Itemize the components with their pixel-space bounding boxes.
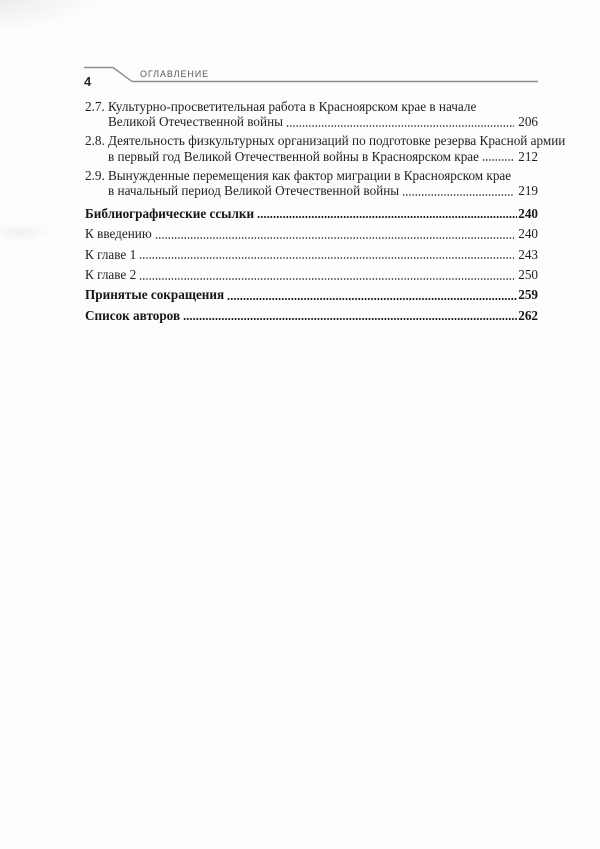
toc-entry xyxy=(85,133,566,164)
entry-page-number: 250 xyxy=(518,266,538,282)
toc-entry xyxy=(85,308,538,323)
entry-page-number: 219 xyxy=(518,183,538,199)
entry-title: Библиографические ссылки xyxy=(85,205,255,221)
toc xyxy=(85,99,566,328)
dot-leader xyxy=(402,194,514,196)
entry-title-line: Деятельность физкультурных организаций по подготовке резерва Красной армии xyxy=(108,133,566,149)
entry-title: К главе 2 xyxy=(85,266,137,282)
dot-leader xyxy=(139,257,514,259)
entry-title-line: Великой Отечественной войны xyxy=(108,114,283,130)
entry-body xyxy=(108,168,538,198)
dot-leader xyxy=(155,237,515,239)
entry-last-line xyxy=(108,149,538,164)
dot-leader xyxy=(183,318,517,320)
entry-last-line xyxy=(108,183,538,198)
entry-number: 2.7. xyxy=(85,99,105,114)
running-head-title: ОГЛАВЛЕНИЕ xyxy=(140,69,210,79)
entry-title-line: в начальный период Великой Отечественной войны xyxy=(108,183,400,199)
entry-title: К главе 1 xyxy=(85,246,137,262)
dot-leader xyxy=(482,159,514,161)
entry-title-line: Вынужденные перемещения как фактор миграции в Красноярском крае xyxy=(108,167,512,183)
entry-page-number: 262 xyxy=(518,307,538,323)
entry-page-number: 259 xyxy=(518,287,538,303)
entry-title: Принятые сокращения xyxy=(85,287,225,303)
entry-body xyxy=(108,99,538,129)
dot-leader xyxy=(139,278,514,280)
page-number: 4 xyxy=(84,74,92,89)
toc-entry xyxy=(85,247,538,262)
dot-leader xyxy=(286,125,514,127)
toc-entry xyxy=(85,168,538,198)
entry-title-line: Культурно-просветительная работа в Красноярском крае в начале xyxy=(108,99,477,114)
entry-title: Список авторов xyxy=(85,307,181,323)
entry-page-number: 206 xyxy=(518,114,538,130)
entry-title: К введению xyxy=(85,226,152,242)
entry-page-number: 212 xyxy=(518,148,538,164)
entry-page-number: 240 xyxy=(518,205,538,221)
entry-number: 2.9. xyxy=(85,167,105,183)
toc-entry xyxy=(85,267,538,282)
entry-page-number: 240 xyxy=(518,226,538,242)
entry-title-line: в первый год Великой Отечественной войны в Красноярском крае xyxy=(108,148,480,164)
entry-page-number: 243 xyxy=(518,246,538,262)
entry-number: 2.8. xyxy=(85,133,105,149)
entry-last-line xyxy=(108,114,538,129)
toc-entry xyxy=(85,287,538,302)
entry-body xyxy=(108,133,566,164)
toc-entry xyxy=(85,206,538,221)
dot-leader xyxy=(257,216,517,218)
dot-leader xyxy=(227,298,517,300)
toc-entry xyxy=(85,99,538,129)
toc-entry xyxy=(85,226,538,241)
